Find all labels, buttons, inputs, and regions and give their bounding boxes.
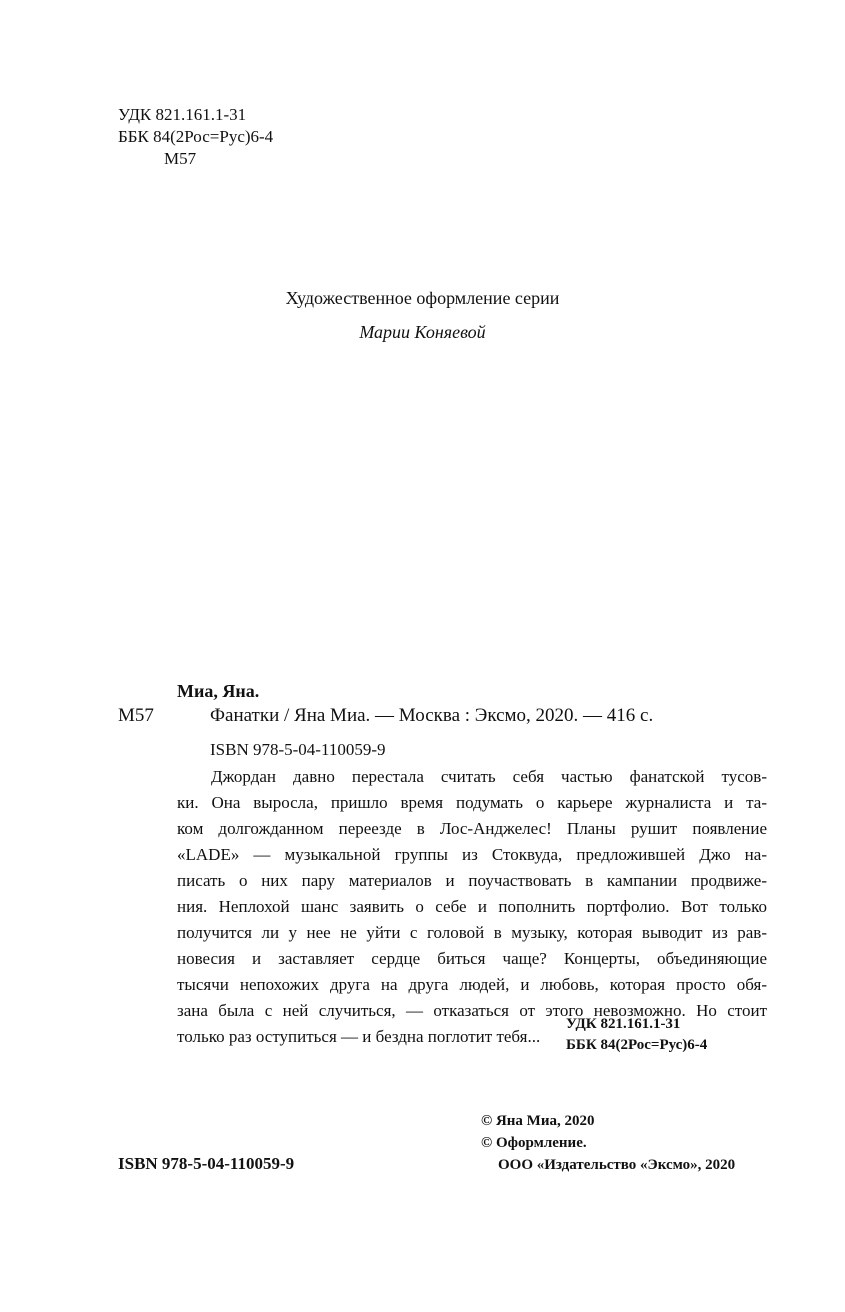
udk-code-top: УДК 821.161.1-31 bbox=[118, 105, 247, 124]
annotation-line: ки. Она выросла, пришло время подумать о карьере журналиста и та- bbox=[177, 793, 767, 812]
annotation-line: новесия и заставляет сердце биться чаще? Концерты, объединяющие bbox=[177, 949, 767, 968]
annotation-line: писать о них пару материалов и поучаствовать в кампании продвиже- bbox=[177, 871, 767, 890]
annotation-line: «LADE» — музыкальной группы из Стоквуда, предложившей Джо на- bbox=[177, 845, 767, 864]
bbk-code-bottom: ББК 84(2Рос=Рус)6-4 bbox=[566, 1037, 708, 1053]
bibliographic-description: Фанатки / Яна Миа. — Москва : Эксмо, 2020. — 416 с. bbox=[210, 705, 654, 726]
annotation bbox=[177, 764, 767, 1050]
design-credit-name: Марии Коняевой bbox=[359, 322, 486, 342]
annotation-line: зана была с ней случиться, — отказаться от этого невозможно. Но стоит bbox=[177, 1001, 767, 1020]
annotation-line: ния. Неплохой шанс заявить о себе и пополнить портфолио. Вот только bbox=[177, 897, 767, 916]
copyright-publisher: ООО «Издательство «Эксмо», 2020 bbox=[498, 1157, 736, 1173]
annotation-line: ком долгожданном переезде в Лос-Анджелес! Планы рушит появление bbox=[177, 819, 767, 838]
copyright-author: © Яна Миа, 2020 bbox=[481, 1113, 595, 1129]
author-mark-top: М57 bbox=[164, 149, 197, 168]
annotation-line: только раз оступиться — и бездна поглотит тебя... bbox=[177, 1027, 541, 1046]
annotation-line: Джордан давно перестала считать себя частью фанатской тусов- bbox=[211, 767, 767, 786]
author-heading: Миа, Яна. bbox=[177, 681, 260, 701]
author-mark: М57 bbox=[118, 705, 154, 726]
udk-code-bottom: УДК 821.161.1-31 bbox=[566, 1016, 681, 1032]
isbn-bottom: ISBN 978-5-04-110059-9 bbox=[118, 1154, 295, 1173]
copyright-design-label: © Оформление. bbox=[481, 1135, 587, 1151]
bbk-code-top: ББК 84(2Рос=Рус)6-4 bbox=[118, 127, 274, 146]
annotation-line: получится ли у нее не уйти с головой в музыку, которая выводит из рав- bbox=[177, 923, 767, 942]
annotation-line: тысячи непохожих друга на друга людей, и любовь, которая просто обя- bbox=[177, 975, 767, 994]
isbn-line: ISBN 978-5-04-110059-9 bbox=[210, 740, 386, 759]
design-credit-label: Художественное оформление серии bbox=[285, 288, 560, 308]
